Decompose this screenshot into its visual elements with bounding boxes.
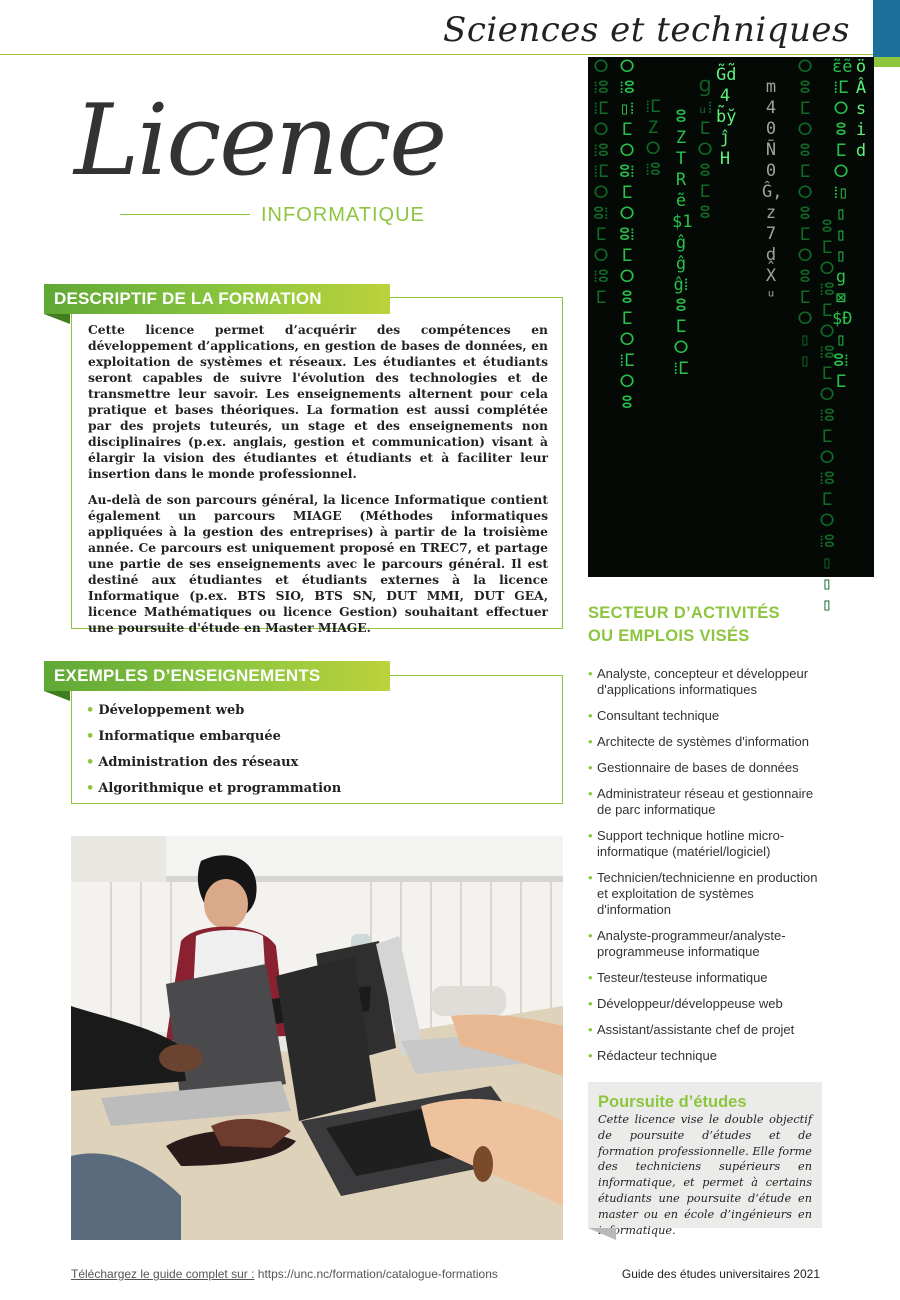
matrix-column: ⵔ⁞ⵓ⁞ⵎⵔ⁞ⵓ⁞ⵎⵔⵓ⁞ⵎⵔ⁞ⵓⵎ [593, 57, 609, 308]
matrix-column: G̃d̃4b̃y̆ĵH [716, 65, 737, 169]
footer-download [71, 1267, 498, 1281]
matrix-column: m40Ñ0Ĝ,z7ḓXᵘ [762, 77, 783, 307]
description-heading: DESCRIPTIF DE LA FORMATION [44, 284, 390, 314]
list-item: • Testeur/testeuse informatique [588, 970, 828, 986]
matrix-column: ⵓZTRẽ$1ĝĝĝ⁞ⵓⵎⵔ⁞ⵎ [672, 107, 693, 379]
header-rule [0, 54, 874, 55]
list-item: • Consultant technique [588, 708, 828, 724]
matrix-column: ⵔ⁞ⵓ▯⁞ⵎⵔⵓ⁞ⵎⵔⵓ⁞ⵎⵔⵓⵎⵔ⁞ⵎⵔⵓ [619, 57, 635, 413]
list-item: • Développeur/développeuse web [588, 996, 828, 1012]
list-item: • Administrateur réseau et gestionnaire de parc informatique [588, 786, 828, 818]
further-studies-heading: Poursuite d’études [598, 1093, 747, 1111]
list-item: • Développement web [86, 703, 245, 718]
download-label: Téléchargez le guide complet sur : [71, 1267, 255, 1281]
matrix-column: Ɡᵤ⁞ⵎⵔⵓⵎⵓ [697, 77, 713, 223]
list-item: • Architecte de systèmes d'information [588, 734, 828, 750]
students-photo [71, 836, 563, 1240]
list-item: • Gestionnaire de bases de données [588, 760, 828, 776]
list-item: • Administration des réseaux [86, 755, 299, 770]
description-heading-fold [44, 314, 70, 324]
courses-heading: EXEMPLES D’ENSEIGNEMENTS [44, 661, 390, 691]
footer-guide-title: Guide des études universitaires 2021 [621, 1267, 820, 1281]
page-title: Licence [74, 84, 446, 198]
further-studies-text: Cette licence vise le double objectif de poursuite d’études et de formation professionnelle. Elle forme des techniciens supérieurs en informatique, et permet à certains étudiants une poursuite d’étude en master ou en école d’ingénieurs en informatique. [598, 1113, 812, 1237]
matrix-column: öÂsid [855, 57, 867, 161]
description-paragraph: Au-delà de son parcours général, la licence Informatique contient également un parcours MIAGE (Méthodes informatiques appliquées à la gestion des entreprises) à partir de la troisième année. Ce parcours est uniquement proposé en TREC7, et partage une partie de ses enseignements avec le parcours général. Il est destiné aux étudiantes et étudiants externes à la licence Informatique (p.ex. BTS SIO, BTS SN, DUT MMI, DUT GEA, licence Mathématiques ou licence Gestion) souhaitant effectuer une poursuite d'étude en Master MIAGE. [88, 492, 548, 635]
matrix-column: ⁞ⵎZⵔ⁞ⵓ [645, 97, 661, 180]
matrix-column: ⵓⵎⵔ⁞ⵓⵎⵔ⁞ⵓⵎⵔ⁞ⵓⵎⵔ⁞ⵓⵎⵔ⁞ⵓ▯▯▯ [819, 217, 835, 615]
list-item: • Informatique embarquée [86, 729, 281, 744]
matrix-column: ɛ̃ẽ⁞ⵎⵔⵓⵎⵔ⁞▯▯▯▯g⊠$Ð▯ⵓ⁞ⵎ [832, 57, 853, 392]
list-item: • Technicien/technicienne en production et exploitation de systèmes d'information [588, 870, 828, 918]
further-studies-box [588, 1082, 822, 1237]
list-item: • Rédacteur technique [588, 1048, 828, 1064]
courses-heading-fold [44, 691, 70, 701]
corner-accent-blue [873, 0, 900, 57]
courses-list [86, 698, 341, 802]
jobs-list [588, 666, 828, 1074]
description-text [88, 322, 548, 636]
list-item: • Assistant/assistante chef de projet [588, 1022, 828, 1038]
corner-accent-green [873, 57, 900, 67]
courses-box [71, 675, 563, 804]
further-studies-fold [588, 1228, 616, 1240]
description-paragraph: Cette licence permet d’acquérir des compétences en développement d’applications, en gestion de bases de données, en exploitation de systèmes et réseaux. Les étudiantes et étudiants seront capables de suivre l'évolution des technologies et de transmettre leur savoir. Les enseignements alternent pour cela pratique et bases théoriques. La formation est aussi complétée par des projets tuteurés, un stage et des enseignements non disciplinaires (p.ex. anglais, gestion et communication) visant à élargir la vision des étudiantes et étudiants et à faciliter leur insertion dans le monde professionnel. [88, 322, 548, 481]
subtitle-rule [120, 214, 250, 215]
catalogue-link[interactable]: https://unc.nc/formation/catalogue-formations [257, 1267, 498, 1281]
list-item: • Analyste, concepteur et développeur d'applications informatiques [588, 666, 828, 698]
category-title: Sciences et techniques [443, 10, 850, 50]
sector-heading: SECTEUR D’ACTIVITÉS OU EMPLOIS VISÉS [588, 604, 780, 645]
description-box [71, 297, 563, 635]
list-item: • Algorithmique et programmation [86, 781, 342, 796]
matrix-column: ⵔⵓⵎⵔⵓⵎⵔⵓⵎⵔⵓⵎⵔ▯▯ [797, 57, 813, 371]
page-subtitle: INFORMATIQUE [261, 204, 425, 226]
list-item: • Support technique hotline micro-informatique (matériel/logiciel) [588, 828, 828, 860]
matrix-code-image [588, 57, 874, 615]
list-item: • Analyste-programmeur/analyste-programmeuse informatique [588, 928, 828, 960]
